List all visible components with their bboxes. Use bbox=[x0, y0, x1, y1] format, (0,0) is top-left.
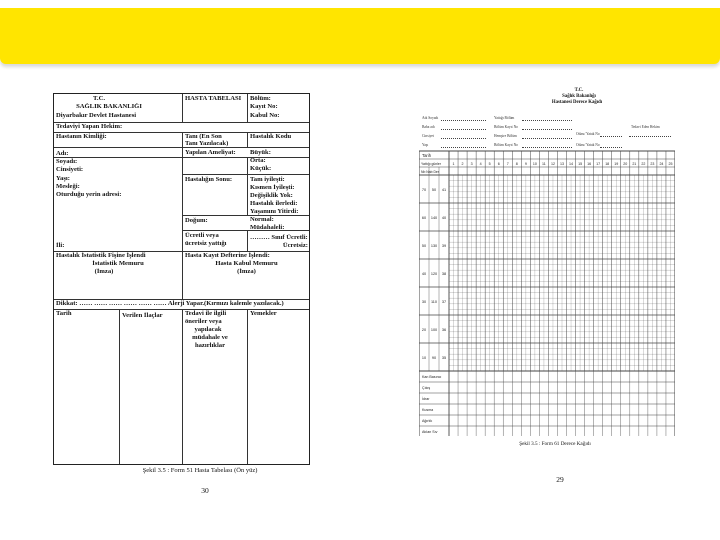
col-tedavi-5: hazırlıklar bbox=[194, 342, 226, 349]
y-label-resp: 90 bbox=[431, 356, 437, 360]
y-label-pulse: 20 bbox=[421, 328, 427, 332]
day-number: 17 bbox=[596, 162, 601, 166]
col-verilen-ilaclar: Verilen İlaçlar bbox=[122, 312, 163, 319]
day-number: 11 bbox=[542, 162, 546, 166]
day-number: 4 bbox=[479, 162, 482, 166]
ministry-label: SAĞLIK BAKANLIĞI bbox=[76, 103, 142, 110]
yasi-label: Yaşı: bbox=[56, 175, 70, 182]
y-label-resp: 100 bbox=[430, 328, 438, 332]
dogum-label: Doğum: bbox=[185, 217, 208, 224]
y-label-pulse: 50 bbox=[421, 244, 427, 248]
meta-hemsire-bolum: Hemşire Bölüm bbox=[494, 134, 517, 138]
meta-oda-yatak-1: Odası/ Yatak No bbox=[576, 132, 600, 136]
row-tarih-label: Tarih bbox=[422, 153, 432, 158]
tani-label-1: Tanı (En Son bbox=[185, 133, 222, 140]
day-number: 20 bbox=[623, 162, 628, 166]
col-yemekler: Yemekler bbox=[250, 310, 277, 317]
mudahaleli-label: Müdahaleli: bbox=[250, 224, 285, 231]
hastanin-kimligi-label: Hastanın Kimliği: bbox=[56, 133, 107, 140]
y-label-resp: 130 bbox=[430, 244, 438, 248]
day-number: 15 bbox=[578, 162, 583, 166]
meta-bolum-kayit-2: Bölüm Kayıt No bbox=[494, 143, 518, 147]
kabul-memuru-label: Hasta Kabul Memuru bbox=[215, 260, 278, 267]
bottom-row-label: Atılan Sıv bbox=[422, 430, 438, 434]
meta-tedavi-hekim: Tedavi Eden Hekim bbox=[631, 125, 660, 129]
day-number: 5 bbox=[488, 162, 491, 166]
adres-label: Oturduğu yerin adresi: bbox=[56, 191, 122, 198]
imza-2-label: (İmza) bbox=[237, 268, 256, 275]
day-number: 21 bbox=[632, 162, 637, 166]
form-51-caption: Şekil 3.5 : Form 51 Hasta Tabelası (Ön yüz) bbox=[142, 467, 258, 474]
page-number-left: 30 bbox=[201, 486, 209, 495]
tedavi-hekim-label: Tedaviyi Yapan Hekim: bbox=[56, 123, 123, 130]
meta-cinsiyet: Cinsiyet bbox=[422, 134, 434, 138]
y-label-resp: 140 bbox=[430, 216, 438, 220]
meta-baba-adi: Baba adı bbox=[422, 125, 435, 129]
day-number: 3 bbox=[470, 162, 473, 166]
cinsiyeti-label: Cinsiyeti: bbox=[56, 166, 84, 173]
kabul-no-label: Kabul No: bbox=[250, 112, 280, 119]
day-number: 9 bbox=[524, 162, 527, 166]
meta-oda-yatak-2: Odası/ Yatak No bbox=[576, 143, 600, 147]
il-label: İli: bbox=[56, 242, 65, 249]
day-number: 22 bbox=[641, 162, 646, 166]
y-label-pulse: 40 bbox=[421, 272, 427, 276]
col-tedavi-2: öneriler veya bbox=[185, 318, 222, 325]
result-tam: Tam iyileşti: bbox=[250, 176, 285, 183]
y-label-temp: 41 bbox=[441, 188, 447, 192]
ucretli-label-1: Ücretli veya bbox=[185, 232, 219, 239]
day-number: 24 bbox=[659, 162, 664, 166]
y-label-temp: 36 bbox=[441, 328, 447, 332]
result-degisiklik: Değişiklik Yok: bbox=[250, 192, 293, 199]
result-yitirdi: Yaşamını Yitirdi: bbox=[250, 208, 299, 215]
day-number: 23 bbox=[650, 162, 655, 166]
row-nabiz-label: Nb Nab Der bbox=[421, 170, 439, 174]
bottom-row-label: Ağırlık bbox=[422, 419, 433, 423]
day-number: 12 bbox=[550, 162, 555, 166]
hastalik-kodu-label: Hastalık Kodu bbox=[250, 133, 292, 140]
y-label-temp: 37 bbox=[441, 300, 447, 304]
hospital-name: Diyarbakır Devlet Hastanesi bbox=[56, 112, 137, 119]
y-label-pulse: 70 bbox=[421, 188, 427, 192]
day-number: 1 bbox=[452, 162, 455, 166]
result-ilerledi: Hastalık ilerledi: bbox=[250, 200, 298, 207]
day-number: 16 bbox=[587, 162, 592, 166]
day-number: 6 bbox=[497, 162, 500, 166]
row-yattigi-label: Yattığı günler bbox=[421, 162, 441, 166]
y-label-resp: 110 bbox=[430, 300, 438, 304]
y-label-temp: 39 bbox=[441, 244, 447, 248]
y-label-temp: 40 bbox=[441, 216, 447, 220]
istatistik-label: Hastalık İstatistik Fişine İşlendi bbox=[56, 252, 146, 259]
day-number: 10 bbox=[532, 162, 537, 166]
imza-1-label: (İmza) bbox=[94, 268, 114, 275]
hasta-tabelasi-form bbox=[53, 93, 310, 465]
form-b-ministry: Sağlık Bakanlığı bbox=[562, 94, 596, 99]
day-number: 19 bbox=[614, 162, 619, 166]
kayit-no-label: Kayıt No: bbox=[250, 103, 278, 110]
day-number: 18 bbox=[605, 162, 610, 166]
y-label-resp: 50 bbox=[431, 188, 437, 192]
ucretsiz-label: Ücretsiz: bbox=[282, 242, 308, 249]
day-number: 8 bbox=[515, 162, 518, 166]
yapilan-ameliyat-label: Yapılan Ameliyat: bbox=[185, 149, 236, 156]
col-tedavi-3: yapılacak bbox=[194, 326, 222, 333]
y-label-resp: 120 bbox=[430, 272, 438, 276]
col-tedavi-1: Tedavi ile ilgili bbox=[185, 310, 227, 317]
temperature-chart-grid bbox=[419, 88, 675, 436]
y-label-temp: 35 bbox=[441, 356, 447, 360]
defter-label: Hasta Kayıt Defterine İşlendi: bbox=[185, 252, 270, 259]
day-number: 2 bbox=[461, 162, 464, 166]
result-kismen: Kısmen İyileşti: bbox=[250, 184, 295, 191]
day-number: 13 bbox=[560, 162, 564, 166]
normal-label: Normal: bbox=[250, 216, 274, 223]
page-number-right: 29 bbox=[556, 475, 564, 484]
y-label-temp: 38 bbox=[441, 272, 447, 276]
title-banner bbox=[0, 8, 720, 64]
sinif-label: ……… Sınıf Ücretli: bbox=[250, 234, 308, 241]
kucuk-label: Küçük: bbox=[250, 165, 272, 172]
day-number: 14 bbox=[569, 162, 574, 166]
form-title: HASTA TABELASI bbox=[185, 95, 242, 102]
y-label-pulse: 30 bbox=[421, 300, 427, 304]
buyuk-label: Büyük: bbox=[250, 149, 271, 156]
bottom-row-label: Çıkış bbox=[422, 386, 431, 390]
day-number: 7 bbox=[506, 162, 509, 166]
tc-label: T.C. bbox=[93, 95, 105, 102]
meslegi-label: Mesleği: bbox=[56, 183, 80, 190]
orta-label: Orta: bbox=[250, 157, 266, 164]
dikkat-label: Dikkat: …… …… …… …… …… …… Alerji Yapar.(Kırmızı kalemle yazılacak.) bbox=[56, 300, 284, 307]
meta-yasi: Yaşı bbox=[422, 143, 429, 147]
soyadi-label: Soyadı: bbox=[56, 158, 78, 165]
col-tedavi-4: müdahale ve bbox=[192, 334, 228, 341]
derece-kagidi-form bbox=[419, 88, 675, 436]
form-b-title: Hastanesi Derece Kağıdı bbox=[551, 100, 603, 105]
y-label-pulse: 10 bbox=[421, 356, 427, 360]
form-61-caption: Şekil 3.5 : Form 61 Derece Kağıdı bbox=[519, 441, 591, 447]
adi-label: Adı: bbox=[56, 150, 69, 157]
col-tarih: Tarih bbox=[56, 310, 72, 317]
bottom-row-label: Kan Basıncı bbox=[422, 375, 442, 379]
istatistik-memuru-label: İstatistik Memuru bbox=[92, 260, 144, 267]
bolum-label: Bölüm: bbox=[250, 95, 271, 102]
ucretli-label-2: ücretsiz yattığı bbox=[185, 240, 227, 247]
bottom-row-label: Kusma bbox=[422, 408, 434, 412]
tani-label-2: Tanı Yazılacak) bbox=[185, 140, 229, 147]
meta-adi-soyadi: Adı Soyadı bbox=[422, 116, 439, 120]
y-label-pulse: 60 bbox=[421, 216, 427, 220]
day-number: 25 bbox=[668, 162, 673, 166]
hastaligin-sonu-label: Hastalığın Sonu: bbox=[185, 176, 233, 183]
bottom-row-label: İdrar bbox=[422, 397, 430, 401]
meta-yattigi-bolum: Yattığı Bölüm bbox=[494, 116, 515, 120]
meta-bolum-kayit-1: Bölüm Kayıt No bbox=[494, 125, 518, 129]
form-b-tc: T.C. bbox=[574, 88, 584, 93]
